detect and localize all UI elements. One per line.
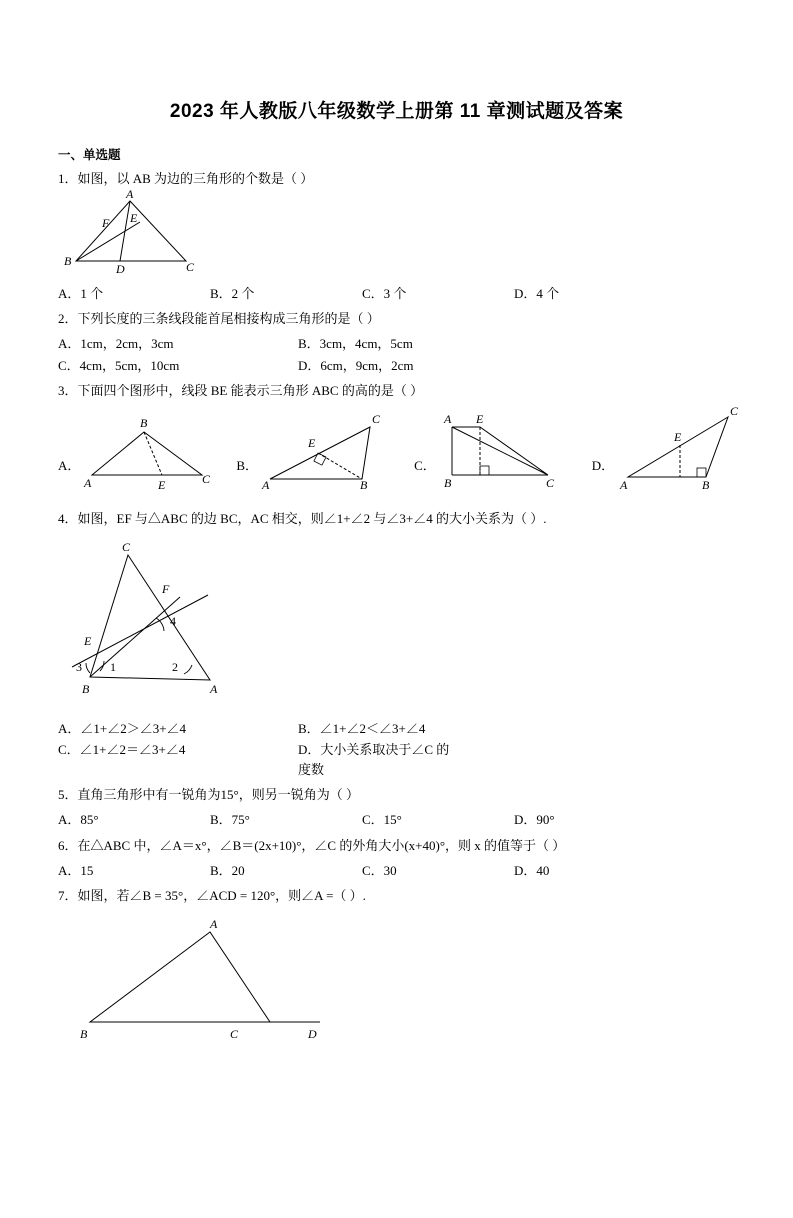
- question-7-text: 7．如图，若∠B = 35°，∠ACD = 120°，则∠A =（ ）.: [58, 888, 366, 904]
- q3c-label-C: C: [545, 476, 554, 491]
- q3-choice-b-letter: B．: [236, 458, 259, 474]
- question-2-text: 2．下列长度的三条线段能首尾相接构成三角形的是（ ）: [58, 311, 380, 327]
- q3c-label-B: B: [443, 476, 452, 491]
- q3b-label-C: C: [372, 412, 381, 427]
- question-3-text: 3．下面四个图形中，线段 BE 能表示三角形 ABC 的高的是（ ）: [58, 383, 424, 399]
- fig4-label-B: B: [82, 681, 90, 696]
- question-7-figure: [30, 914, 793, 1044]
- fig4-label-3: 3: [76, 659, 82, 674]
- fig4-label-A: A: [210, 681, 218, 696]
- fig4-label-4: 4: [170, 613, 176, 628]
- q3b-label-A: A: [262, 478, 270, 493]
- question-1-options: [58, 284, 793, 304]
- fig7-label-B: B: [80, 1026, 88, 1041]
- fig7-label-D: D: [308, 1026, 317, 1041]
- q2-option-a[interactable]: A．1cm，2cm，3cm: [58, 336, 174, 352]
- q1-option-b[interactable]: B．2 个: [210, 285, 255, 301]
- q3b-label-B: B: [360, 478, 368, 493]
- q5-option-a[interactable]: A．85°: [58, 812, 99, 828]
- q3a-label-A: A: [84, 476, 92, 491]
- fig1-label-B: B: [64, 253, 72, 268]
- document-page: [0, 96, 793, 1218]
- q6-option-b[interactable]: B．20: [210, 862, 245, 878]
- fig4-label-F: F: [162, 581, 170, 596]
- question-4-options: [58, 719, 793, 780]
- q3a-label-E: E: [158, 478, 166, 493]
- q1-option-a[interactable]: A．1 个: [58, 285, 104, 301]
- fig4-label-E: E: [84, 633, 92, 648]
- fig1-label-E: E: [130, 210, 138, 225]
- question-5-text: 5．直角三角形中有一锐角为15°，则另一锐角为（ ）: [58, 787, 359, 803]
- question-6-options: [58, 861, 793, 881]
- q3-choice-d[interactable]: [591, 404, 758, 497]
- q3-choice-b[interactable]: [236, 407, 414, 497]
- q5-option-b[interactable]: B．75°: [210, 812, 250, 828]
- q3d-label-A: A: [620, 478, 628, 493]
- question-3-figures: [58, 404, 793, 497]
- q4-option-d[interactable]: D．大小关系取决于∠C 的度数: [298, 742, 450, 777]
- q2-option-b[interactable]: B．3cm，4cm，5cm: [298, 336, 413, 352]
- section-heading: 一、单选题: [58, 148, 121, 162]
- fig1-label-D: D: [116, 261, 125, 276]
- question-1-figure: [58, 186, 793, 279]
- fig7-label-C: C: [230, 1026, 239, 1041]
- q4-option-a[interactable]: A．∠1+∠2＞∠3+∠4: [58, 720, 187, 736]
- q3c-label-E: E: [475, 412, 484, 427]
- question-2-options: [58, 334, 793, 375]
- q3-choice-a[interactable]: [58, 407, 236, 497]
- q3b-label-E: E: [308, 436, 316, 451]
- q4-option-c[interactable]: C．∠1+∠2＝∠3+∠4: [58, 742, 186, 758]
- question-4-text: 4．如图，EF 与△ABC 的边 BC，AC 相交，则∠1+∠2 与∠3+∠4 的大小关系为（ ）.: [58, 511, 547, 527]
- q4-option-b[interactable]: B．∠1+∠2＜∠3+∠4: [298, 720, 426, 736]
- q2-option-d[interactable]: D．6cm，9cm，2cm: [298, 357, 414, 373]
- fig1-label-C: C: [186, 259, 195, 274]
- q3a-label-B: B: [140, 416, 148, 431]
- q3d-label-E: E: [674, 430, 682, 445]
- q2-option-c[interactable]: C．4cm，5cm，10cm: [58, 357, 180, 373]
- question-1-text: 1．如图，以 AB 为边的三角形的个数是（ ）: [58, 171, 314, 186]
- q6-option-a[interactable]: A．15: [58, 862, 94, 878]
- fig1-label-A: A: [126, 186, 134, 201]
- fig7-label-A: A: [210, 916, 218, 931]
- q6-option-d[interactable]: D．40: [514, 862, 550, 878]
- q6-option-c[interactable]: C．30: [362, 862, 397, 878]
- q3d-label-B: B: [702, 478, 710, 493]
- q3-choice-a-letter: A．: [58, 458, 81, 474]
- q3a-label-C: C: [202, 472, 211, 487]
- question-4-figure: [60, 535, 793, 705]
- q3-choice-c[interactable]: [414, 407, 592, 497]
- q1-option-c[interactable]: C．3 个: [362, 285, 407, 301]
- q1-option-d[interactable]: D．4 个: [514, 285, 560, 301]
- q3d-label-C: C: [730, 404, 739, 419]
- fig4-label-1: 1: [110, 659, 116, 674]
- page-title: 2023 年人教版八年级数学上册第 11 章测试题及答案: [169, 101, 624, 122]
- q5-option-c[interactable]: C．15°: [362, 812, 402, 828]
- fig1-label-F: F: [102, 215, 110, 230]
- q3-choice-d-letter: D．: [591, 458, 615, 474]
- fig4-label-C: C: [122, 539, 131, 554]
- fig4-label-2: 2: [172, 659, 178, 674]
- q3c-label-A: A: [443, 412, 452, 427]
- question-6-text: 6．在△ABC 中，∠A＝x°，∠B＝(2x+10)°，∠C 的外角大小(x+40)°，则 x 的值等于（ ）: [58, 837, 566, 853]
- q5-option-d[interactable]: D．90°: [514, 812, 555, 828]
- question-5-options: [58, 810, 793, 830]
- q3-choice-c-letter: C．: [414, 458, 436, 474]
